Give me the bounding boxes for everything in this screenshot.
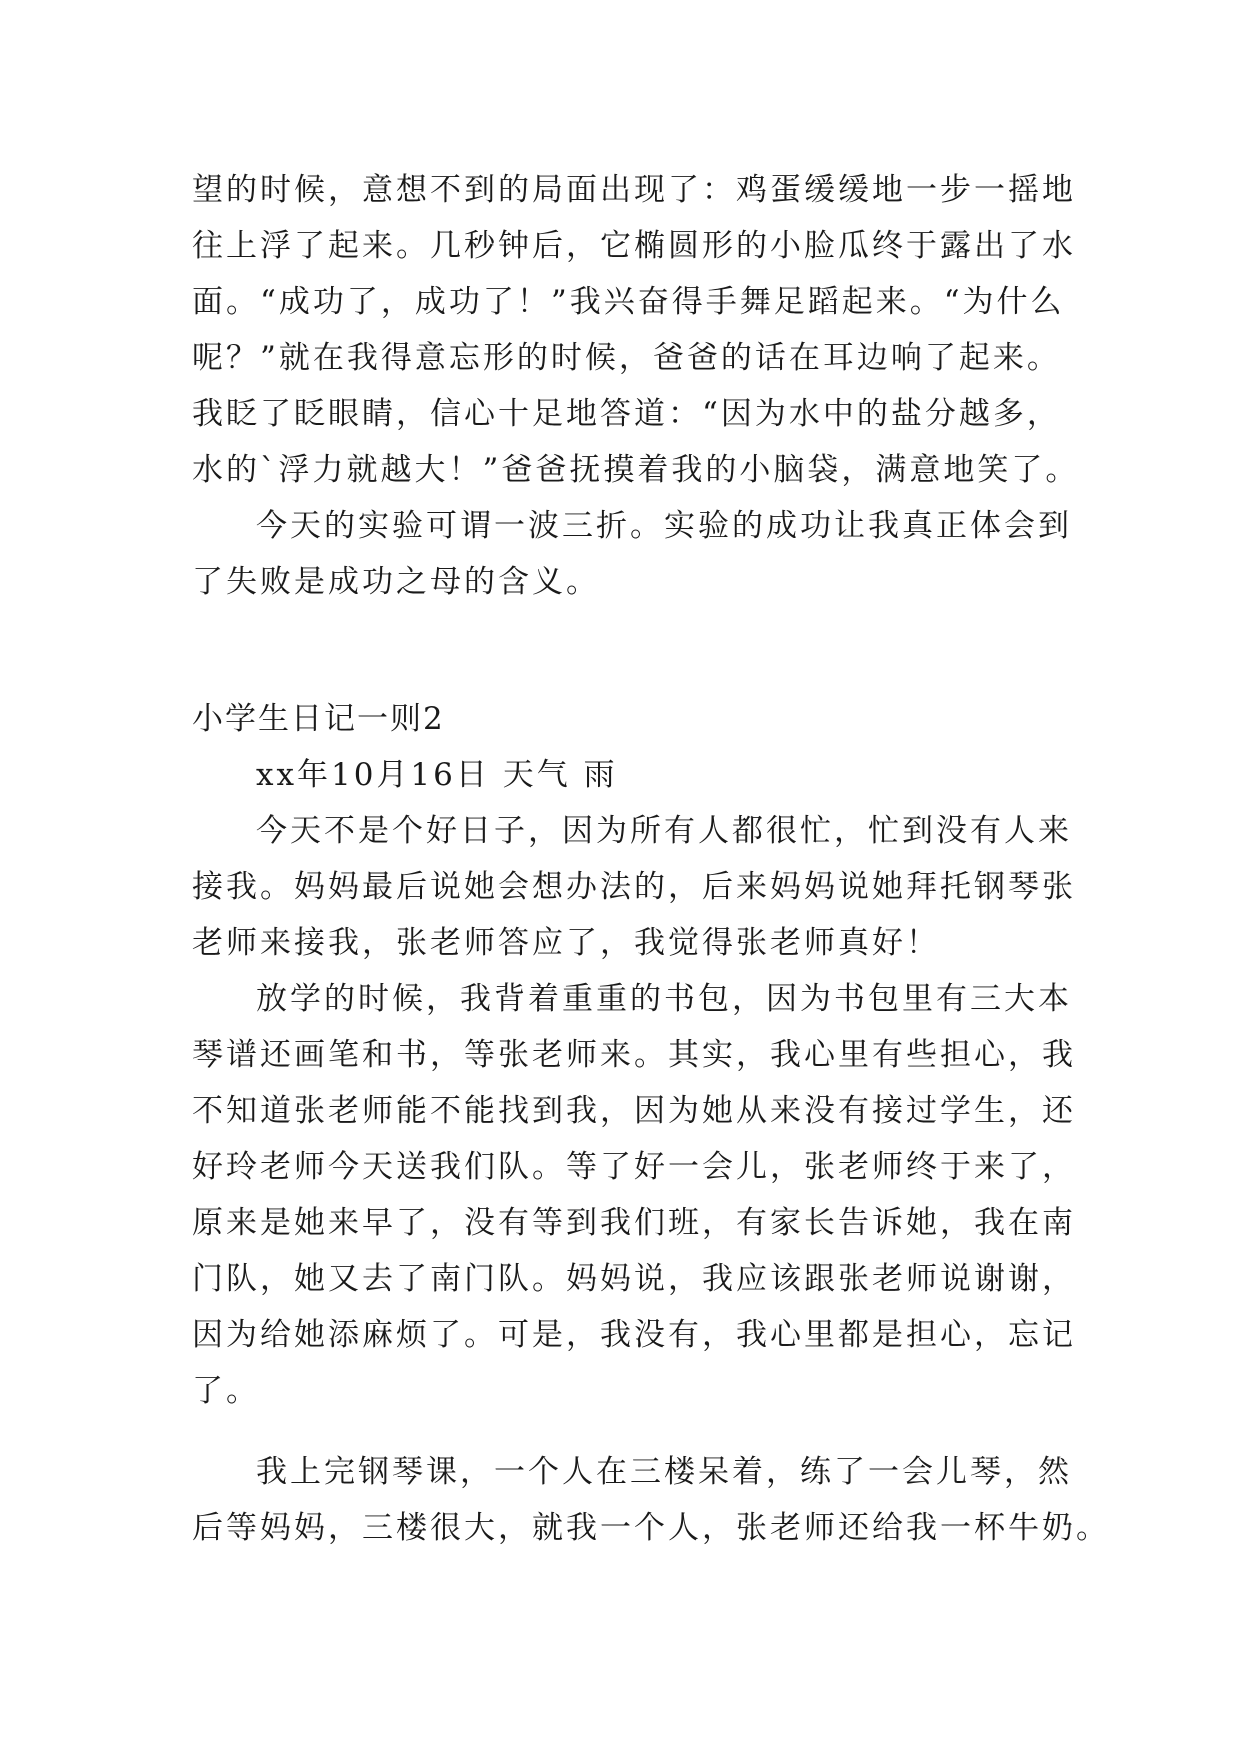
text-line: 我眨了眨眼睛，信心十足地答道：“因为水中的盐分越多， bbox=[192, 396, 1061, 432]
paragraph-experiment-result bbox=[192, 162, 1080, 498]
text-line: 今天不是个好日子，因为所有人都很忙，忙到没有人来 bbox=[256, 813, 1072, 849]
text-line: 接我。妈妈最后说她会想办法的，后来妈妈说她拜托钢琴张 bbox=[192, 869, 1076, 905]
diary-date: xx年10月16日 天气 雨 bbox=[256, 757, 618, 793]
text-line: 呢？”就在我得意忘形的时候，爸爸的话在耳边响了起来。 bbox=[192, 340, 1061, 376]
paragraph-nobody-free bbox=[192, 803, 1076, 971]
paragraph-after-school bbox=[192, 971, 1076, 1419]
text-line: 了。 bbox=[192, 1373, 260, 1409]
text-line: 好玲老师今天送我们队。等了好一会儿，张老师终于来了， bbox=[192, 1149, 1076, 1185]
paragraph-piano-lesson bbox=[192, 1444, 1110, 1556]
text-line: 水的`浮力就越大！”爸爸抚摸着我的小脑袋，满意地笑了。 bbox=[192, 452, 1080, 488]
paragraph-gap bbox=[192, 1419, 1072, 1444]
text-line: 门队，她又去了南门队。妈妈说，我应该跟张老师说谢谢， bbox=[192, 1261, 1076, 1297]
text-line: 了失败是成功之母的含义。 bbox=[192, 564, 600, 600]
text-line: 老师来接我，张老师答应了，我觉得张老师真好！ bbox=[192, 925, 940, 961]
text-line: 原来是她来早了，没有等到我们班，有家长告诉她，我在南 bbox=[192, 1205, 1076, 1241]
text-line: 因为给她添麻烦了。可是，我没有，我心里都是担心，忘记 bbox=[192, 1317, 1076, 1353]
text-line: 琴谱还画笔和书，等张老师来。其实，我心里有些担心，我 bbox=[192, 1037, 1076, 1073]
text-line: 放学的时候，我背着重重的书包，因为书包里有三大本 bbox=[256, 981, 1072, 1017]
section-gap bbox=[192, 610, 1072, 691]
text-line: 今天的实验可谓一波三折。实验的成功让我真正体会到 bbox=[256, 508, 1072, 544]
text-line: 我上完钢琴课，一个人在三楼呆着，练了一会儿琴，然 bbox=[256, 1454, 1072, 1490]
text-line: 不知道张老师能不能找到我，因为她从来没有接过学生，还 bbox=[192, 1093, 1076, 1129]
text-line: 后等妈妈，三楼很大，就我一个人，张老师还给我一杯牛奶。 bbox=[192, 1510, 1110, 1546]
diary-title: 小学生日记一则2 bbox=[192, 701, 445, 737]
text-line: 往上浮了起来。几秒钟后，它椭圆形的小脸瓜终于露出了水 bbox=[192, 228, 1076, 264]
paragraph-experiment-conclusion bbox=[192, 498, 1072, 610]
document-page bbox=[192, 162, 1110, 1556]
text-line: 面。“成功了，成功了！”我兴奋得手舞足蹈起来。“为什么 bbox=[192, 284, 1065, 320]
text-line: 望的时候，意想不到的局面出现了：鸡蛋缓缓地一步一摇地 bbox=[192, 172, 1076, 208]
